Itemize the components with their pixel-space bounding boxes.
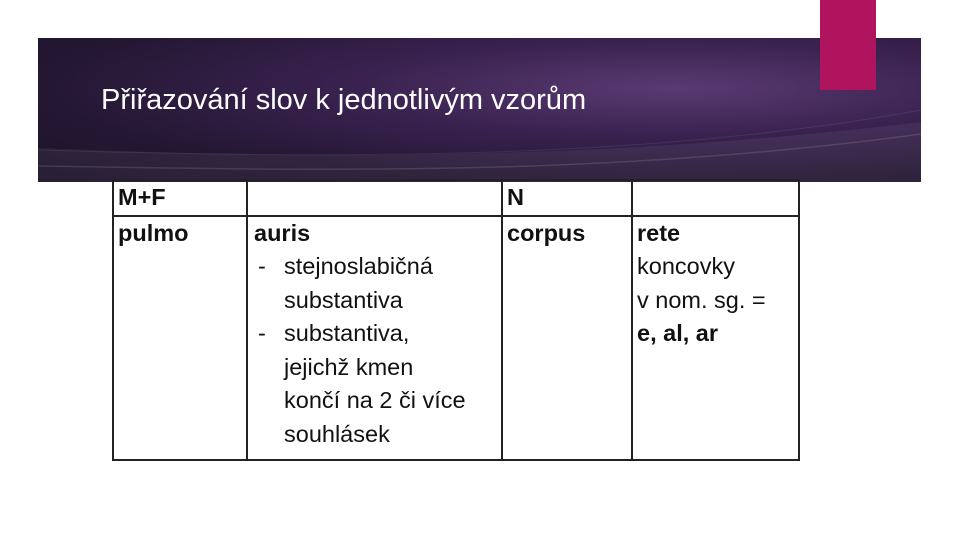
list-item (252, 250, 501, 317)
accent-bar (820, 0, 876, 90)
word-corpus: corpus (507, 219, 586, 246)
rule-line: končí na 2 či více (284, 387, 466, 413)
rule-line: substantiva, (284, 320, 410, 346)
bullet-dash: - (258, 320, 266, 346)
bullet-dash: - (258, 253, 266, 279)
rete-note-line: koncovky (637, 253, 735, 279)
rule-line: jejichž kmen (284, 353, 414, 380)
rete-endings: e, al, ar (637, 320, 718, 346)
list-item (252, 317, 501, 451)
cell-auris (247, 216, 502, 460)
auris-rules (252, 250, 501, 451)
word-rete: rete (637, 219, 681, 246)
slide-title: Přiřazování slov k jednotlivým vzorům (101, 84, 587, 116)
cell-corpus (502, 216, 632, 460)
header-n: N (502, 180, 632, 216)
rule-line: stejnoslabičná (284, 253, 433, 279)
word-pulmo: pulmo (118, 219, 189, 246)
header-empty-1 (247, 180, 502, 216)
header-empty-3 (632, 180, 799, 216)
rule-line: substantiva (284, 286, 403, 313)
header-mf: M+F (113, 180, 247, 216)
cell-rete (632, 216, 799, 460)
rule-line: souhlásek (284, 420, 390, 447)
word-auris: auris (254, 219, 311, 246)
cell-pulmo (113, 216, 247, 460)
rete-note-line: v nom. sg. = (637, 286, 766, 313)
table-header-row (113, 180, 799, 216)
table-body-row (113, 216, 799, 460)
declension-table (112, 179, 800, 461)
